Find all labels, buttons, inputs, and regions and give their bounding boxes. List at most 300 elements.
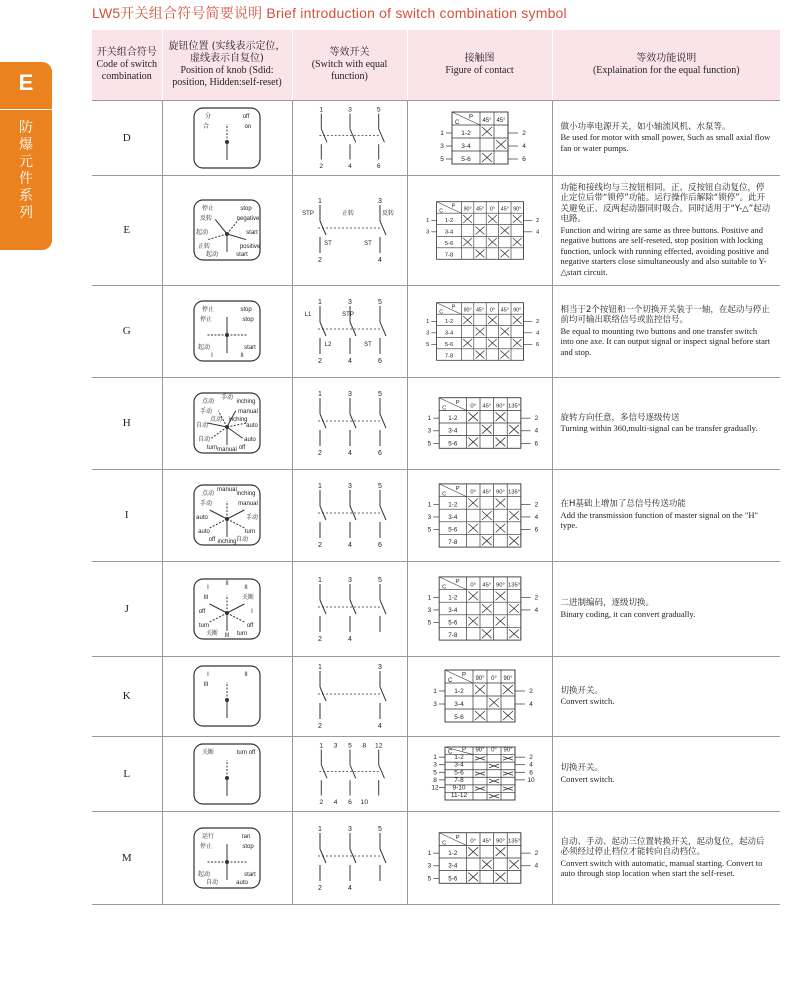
header-code-zh: 开关组合符号 (96, 46, 157, 58)
table-row (92, 469, 780, 561)
knob-label: ran (241, 833, 251, 840)
switch-terminal-label: 2 (317, 450, 322, 457)
contact-terminal-label: 2 (534, 849, 538, 857)
contact-terminal-label: 8 (432, 776, 437, 784)
knob-position-line (227, 423, 246, 427)
switch-terminal-label: 4 (377, 723, 382, 730)
contact-angle-label: 0° (469, 837, 476, 844)
description-zh: 做小功率电源开关，如小轴流风机、水泵等。 (560, 121, 731, 132)
section-side-tab (0, 62, 52, 250)
contact-terminal-label: 3 (432, 701, 437, 708)
contact-terminal-label: 4 (534, 606, 538, 614)
switch-terminal-label: 2 (317, 723, 322, 730)
knob-label: positive (239, 244, 261, 250)
row-contact-cell (407, 811, 552, 904)
contact-diagram (410, 479, 550, 552)
contact-c-label: C (438, 308, 443, 315)
contact-angle-label: 135° (507, 582, 520, 589)
table-row (92, 285, 780, 377)
knob-label: 运行 (201, 833, 215, 840)
contact-angle-label: 90° (495, 489, 505, 496)
knob-center (225, 611, 229, 615)
contact-terminal-label: 6 (534, 526, 538, 534)
contact-terminal-label: 6 (535, 341, 539, 348)
knob-label: stop (240, 206, 252, 212)
contact-c-label: C (441, 405, 446, 412)
row-code: I (92, 469, 162, 561)
knob-label: 点动 (209, 417, 223, 423)
contact-terminal-label: 6 (534, 440, 538, 448)
knob-center (225, 860, 229, 864)
header-function (552, 30, 780, 100)
row-switch-cell (292, 100, 407, 175)
contact-angle-label: 0° (469, 403, 476, 410)
contact-diagram (422, 108, 538, 168)
knob-label: turn (206, 445, 218, 451)
contact-angle-label: 90° (474, 676, 485, 682)
switch-blade (380, 221, 386, 235)
knob-label: off (238, 445, 246, 451)
row-contact-cell (407, 285, 552, 377)
header-contact-zh: 接触图 (464, 52, 495, 64)
contact-row-label: 5-6 (447, 440, 457, 448)
contact-angle-label: 90° (512, 206, 521, 213)
table-row (92, 100, 780, 175)
knob-label: manual (217, 487, 237, 493)
row-description (552, 811, 780, 904)
contact-diagram (410, 828, 550, 888)
knob-label: off (242, 113, 250, 120)
contact-terminal-label: 3 (427, 606, 431, 614)
row-description (552, 175, 780, 285)
switch-label: STP (301, 211, 314, 217)
contact-angle-label: 0° (489, 307, 495, 314)
contact-terminal-label: 3 (439, 142, 444, 150)
equivalent-switch-diagram (300, 574, 400, 644)
contact-terminal-label: 2 (535, 318, 539, 325)
contact-angle-label: 90° (495, 582, 505, 589)
contact-angle-label: 45° (481, 837, 491, 844)
contact-c-label: C (454, 119, 459, 126)
contact-angle-label: 45° (495, 117, 506, 124)
contact-angle-label: 0° (490, 676, 497, 682)
contact-terminal-label: 1 (427, 594, 431, 602)
header-contact (407, 30, 552, 100)
contact-diagram (410, 393, 550, 453)
switch-blade (378, 765, 384, 778)
switch-terminal-label: 4 (333, 799, 338, 807)
row-switch-cell (292, 469, 407, 561)
switch-terminal-label: 3 (347, 483, 352, 490)
contact-row-label: 7-8 (444, 252, 453, 259)
contact-p-label: P (451, 202, 455, 209)
switch-blade (380, 322, 386, 336)
contact-terminal-label: 4 (534, 862, 538, 870)
switch-terminal-label: 4 (347, 450, 352, 457)
description-en: Binary coding, it can convert gradually. (560, 608, 696, 619)
switch-terminal-label: 6 (376, 163, 381, 171)
knob-diagram (192, 664, 262, 728)
equivalent-switch-diagram (300, 296, 400, 366)
switch-terminal-label: 4 (377, 257, 382, 264)
contact-terminal-label: 3 (427, 513, 431, 521)
knob-label: 停止 (199, 317, 213, 323)
row-switch-cell (292, 561, 407, 656)
header-knob-en: Position of knob (Sdid: position, Hidden:self-reset) (172, 64, 282, 88)
contact-row-label: 5-6 (453, 714, 464, 721)
contact-angle-label: 0° (489, 206, 495, 213)
knob-label: II (225, 580, 229, 587)
contact-terminal-label: 5 (427, 874, 431, 882)
knob-position-line (227, 604, 244, 613)
switch-terminal-label: 2 (317, 358, 322, 365)
contact-row-label: 9-10 (451, 784, 466, 792)
contact-angle-label: 0° (469, 489, 476, 496)
contact-terminal-label: 5 (432, 769, 437, 777)
switch-label: ST (363, 342, 372, 348)
knob-label: 反转 (199, 216, 213, 222)
knob-center (225, 140, 229, 144)
contact-terminal-label: 2 (521, 129, 526, 137)
row-switch-cell (292, 736, 407, 811)
contact-angle-label: 90° (463, 206, 472, 213)
row-contact-cell (407, 175, 552, 285)
knob-position-line (227, 519, 244, 528)
contact-terminal-label: 5 (427, 440, 431, 448)
switch-terminal-label: 3 (377, 198, 382, 205)
knob-label: on (244, 123, 252, 130)
contact-row-label: 5-6 (453, 769, 464, 777)
contact-row-label: 3-4 (444, 330, 453, 337)
knob-label: start (246, 230, 258, 236)
knob-position-line (208, 423, 227, 427)
switch-terminal-label: 6 (377, 358, 382, 365)
header-code (92, 30, 162, 100)
header-function-en: (Explaination for the equal function) (592, 64, 740, 76)
knob-center (225, 425, 229, 429)
contact-terminal-label: 4 (535, 330, 539, 337)
knob-diagram (192, 106, 262, 170)
row-description (552, 469, 780, 561)
knob-label: manual (217, 447, 237, 453)
description-zh: 功能和接线均与三按钮相同。正、反按钮自动复位，停止定位后带“锁停”功能。运行操作后解除“锁停”。此开关避免正、反两起动器同时吸合。同时适用于“Y-△”起动电路。 (560, 182, 771, 225)
knob-label: 起动 (195, 230, 209, 236)
switch-blade (380, 687, 386, 701)
contact-c-label: C (447, 749, 452, 756)
row-contact-cell (407, 377, 552, 469)
row-contact-cell (407, 656, 552, 736)
knob-label: I (251, 608, 253, 615)
contact-angle-label: 90° (495, 403, 505, 410)
contact-angle-label: 90° (512, 307, 521, 314)
contact-angle-label: 0° (469, 582, 476, 589)
switch-terminal-label: 4 (347, 635, 352, 643)
contact-terminal-label: 10 (526, 776, 535, 784)
header-knob (162, 30, 292, 100)
switch-label: STP (341, 312, 354, 318)
contact-terminal-label: 5 (425, 341, 429, 348)
knob-label: I (207, 584, 209, 591)
knob-diagram (192, 826, 262, 890)
knob-label: II (244, 584, 248, 591)
row-knob-cell (162, 100, 292, 175)
knob-label: start (244, 871, 256, 878)
knob-label: III (224, 632, 230, 639)
switch-terminal-label: 3 (347, 106, 352, 114)
switch-terminal-label: 1 (317, 664, 322, 671)
contact-row-label: 3-4 (453, 701, 464, 708)
contact-angle-label: 90° (502, 676, 513, 682)
header-switch (292, 30, 407, 100)
description-en: Be used for motor with small power, Such as small axial flow fan or water pumps. (560, 132, 771, 153)
contact-diagram (415, 666, 545, 726)
knob-center (225, 698, 229, 702)
knob-label: 正转 (197, 244, 211, 250)
switch-blade (380, 600, 386, 614)
contact-row-label: 3-4 (447, 513, 457, 521)
switch-blade (380, 506, 386, 520)
contact-p-label: P (461, 672, 466, 679)
row-code: E (92, 175, 162, 285)
contact-terminal-label: 1 (439, 129, 444, 137)
header-knob-zh: 旋钮位置 (实线表示定位，虚线表示自复位) (168, 40, 286, 64)
knob-diagram (192, 483, 262, 547)
table-row (92, 561, 780, 656)
contact-terminal-label: 1 (427, 849, 431, 857)
knob-label: 起动 (197, 345, 211, 351)
knob-diagram (192, 299, 262, 363)
contact-terminal-label: 5 (427, 526, 431, 534)
contact-c-label: C (441, 839, 446, 846)
row-switch-cell (292, 377, 407, 469)
switch-terminal-label: 10 (360, 799, 368, 807)
switch-terminal-label: 3 (347, 576, 352, 584)
knob-position-line (210, 510, 227, 519)
contact-terminal-label: 2 (534, 415, 538, 423)
switch-terminal-label: 1 (317, 391, 322, 398)
knob-label: off (198, 608, 206, 615)
contact-angle-label: 45° (475, 307, 484, 314)
contact-angle-label: 90° (474, 747, 485, 754)
switch-terminal-label: 5 (377, 391, 382, 398)
knob-label: negative (236, 216, 260, 222)
contact-terminal-label: 4 (521, 142, 526, 150)
switch-blade (380, 849, 386, 863)
switch-terminal-label: 1 (317, 825, 322, 833)
header-function-zh: 等效功能说明 (636, 52, 697, 64)
contact-terminal-label: 4 (534, 513, 538, 521)
contact-terminal-label: 6 (528, 769, 533, 777)
knob-label: auto (244, 437, 256, 443)
contact-row-label: 5-6 (460, 155, 471, 163)
knob-label: 自动 (205, 879, 219, 886)
contact-p-label: P (455, 485, 460, 492)
contact-p-label: P (455, 400, 460, 407)
table-row (92, 377, 780, 469)
knob-label: I (207, 672, 209, 678)
knob-label: start (244, 345, 256, 351)
contact-angle-label: 45° (500, 307, 509, 314)
contact-terminal-label: 4 (535, 229, 539, 236)
switch-terminal-label: 2 (317, 635, 322, 643)
switch-terminal-label: 3 (377, 664, 382, 671)
description-en: Function and wiring are same as three buttons. Positive and negative buttons are self-reseted, stop position with locking function, unlock with running effected, avoiding positive and negative starters close simultaneously and also suitable to Y-△start circuit. (560, 224, 769, 277)
switch-terminal-label: 3 (347, 299, 352, 306)
switch-terminal-label: 6 (347, 799, 352, 807)
knob-label: manual (238, 409, 258, 415)
switch-terminal-label: 8 (361, 742, 366, 750)
description-zh: 切换开关。 (560, 763, 604, 773)
contact-terminal-label: 1 (425, 217, 429, 224)
contact-angle-label: 45° (500, 206, 509, 213)
contact-row-label: 1-2 (447, 500, 457, 508)
equivalent-switch-diagram (300, 480, 400, 550)
contact-row-label: 3-4 (460, 142, 471, 150)
knob-label: stop (242, 317, 254, 323)
contact-row-label: 5-6 (447, 874, 457, 882)
knob-position-line (210, 604, 227, 613)
contact-row-label: 7-8 (447, 632, 457, 640)
contact-terminal-label: 2 (534, 500, 538, 508)
row-contact-cell (407, 100, 552, 175)
contact-row-label: 1-2 (453, 754, 464, 762)
knob-label: auto (246, 423, 258, 429)
knob-label: stop (242, 843, 254, 850)
row-knob-cell (162, 561, 292, 656)
row-knob-cell (162, 736, 292, 811)
table-row (92, 811, 780, 904)
side-tab-letter: E (0, 70, 52, 110)
contact-row-label: 3-4 (453, 761, 464, 769)
row-knob-cell (162, 656, 292, 736)
knob-label: 手动 (199, 409, 213, 415)
header-contact-en: Figure of contact (445, 64, 514, 76)
description-zh: 旋转方向任意，多信号逐级传送 (560, 412, 680, 423)
contact-p-label: P (461, 746, 466, 753)
contact-row-label: 7-8 (447, 538, 457, 546)
contact-angle-label: 45° (481, 489, 491, 496)
contact-p-label: P (451, 303, 455, 310)
row-description (552, 377, 780, 469)
knob-diagram (192, 391, 262, 455)
contact-row-label: 3-4 (444, 229, 453, 236)
row-code: L (92, 736, 162, 811)
table-row (92, 656, 780, 736)
switch-terminal-label: 4 (347, 358, 352, 365)
knob-diagram (192, 577, 262, 641)
contact-terminal-label: 1 (427, 415, 431, 423)
contact-row-label: 5-6 (447, 526, 457, 534)
switch-terminal-label: 2 (317, 542, 322, 549)
contact-terminal-label: 3 (425, 330, 429, 337)
row-code: K (92, 656, 162, 736)
contact-angle-label: 90° (502, 747, 513, 754)
side-tab-text: 防爆元件系列 (19, 120, 33, 221)
switch-terminal-label: 5 (377, 483, 382, 490)
switch-terminal-label: 2 (318, 799, 323, 807)
knob-position-line (210, 519, 227, 528)
contact-terminal-label: 4 (528, 761, 533, 769)
knob-position-line (210, 613, 227, 622)
description-en: Convert switch with automatic, manual starting. Convert to auto through stop location when start the self-reset. (560, 857, 763, 878)
knob-label: inching (236, 399, 256, 405)
contact-row-label: 5-6 (444, 341, 453, 348)
row-knob-cell (162, 175, 292, 285)
contact-terminal-label: 3 (425, 229, 429, 236)
row-description (552, 285, 780, 377)
knob-center (225, 517, 229, 521)
header-switch-zh: 等效开关 (329, 46, 370, 58)
knob-label: 停止 (201, 206, 215, 212)
switch-terminal-label: 1 (318, 106, 323, 114)
row-contact-cell (407, 469, 552, 561)
contact-terminal-label: 4 (534, 427, 538, 435)
contact-terminal-label: 3 (427, 862, 431, 870)
contact-angle-label: 45° (475, 206, 484, 213)
knob-label: turn (198, 622, 210, 629)
knob-label: 关断 (201, 749, 215, 756)
switch-label: L1 (304, 312, 311, 318)
switch-terminal-label: 1 (317, 576, 322, 584)
row-description (552, 561, 780, 656)
knob-label: 分 (204, 113, 212, 120)
equivalent-switch-diagram (300, 388, 400, 458)
contact-angle-label: 135° (507, 489, 520, 496)
knob-label: 手动 (199, 501, 213, 507)
switch-terminal-label: 1 (317, 299, 322, 306)
knob-position-line (227, 234, 246, 240)
contact-row-label: 1-2 (460, 129, 471, 137)
switch-terminal-label: 3 (347, 825, 352, 833)
description-en: Turning within 360,multi-signal can be transfer gradually. (560, 423, 758, 433)
contact-c-label: C (441, 584, 446, 591)
switch-blade (380, 414, 386, 428)
switch-combination-table (92, 30, 780, 905)
contact-row-label: 11-12 (450, 792, 467, 799)
table-row (92, 736, 780, 811)
knob-label: turn (244, 529, 256, 535)
row-description (552, 656, 780, 736)
knob-label: III (203, 594, 209, 601)
knob-label: 停止 (201, 307, 215, 313)
switch-blade (378, 129, 384, 142)
switch-label: 反转 (381, 211, 394, 217)
contact-c-label: C (447, 678, 452, 684)
row-switch-cell (292, 175, 407, 285)
contact-terminal-label: 2 (528, 754, 533, 762)
knob-label: II (244, 672, 248, 678)
knob-position-line (215, 219, 227, 234)
description-en: Add the transmission function of master signal on the "H" type. (560, 509, 758, 531)
knob-diagram (192, 198, 262, 262)
contact-row-label: 7-8 (453, 776, 464, 784)
knob-position-line (227, 510, 244, 519)
knob-label: auto (198, 529, 210, 535)
switch-terminal-label: 1 (318, 742, 323, 750)
knob-label: 自动 (235, 537, 249, 543)
row-switch-cell (292, 285, 407, 377)
knob-label: turn (236, 630, 248, 637)
row-description (552, 100, 780, 175)
contact-angle-label: 45° (481, 582, 491, 589)
description-zh: 二进制编码，逐级切换。 (560, 598, 655, 608)
contact-row-label: 5-6 (447, 619, 457, 627)
knob-label: 自动 (197, 437, 211, 443)
description-en: Be equal to mounting two buttons and one transfer switch into one axe. It can output signal or inspect signal before start and stop. (560, 325, 771, 357)
row-contact-cell (407, 736, 552, 811)
equivalent-switch-diagram (300, 740, 400, 807)
switch-terminal-label: 1 (317, 198, 322, 205)
